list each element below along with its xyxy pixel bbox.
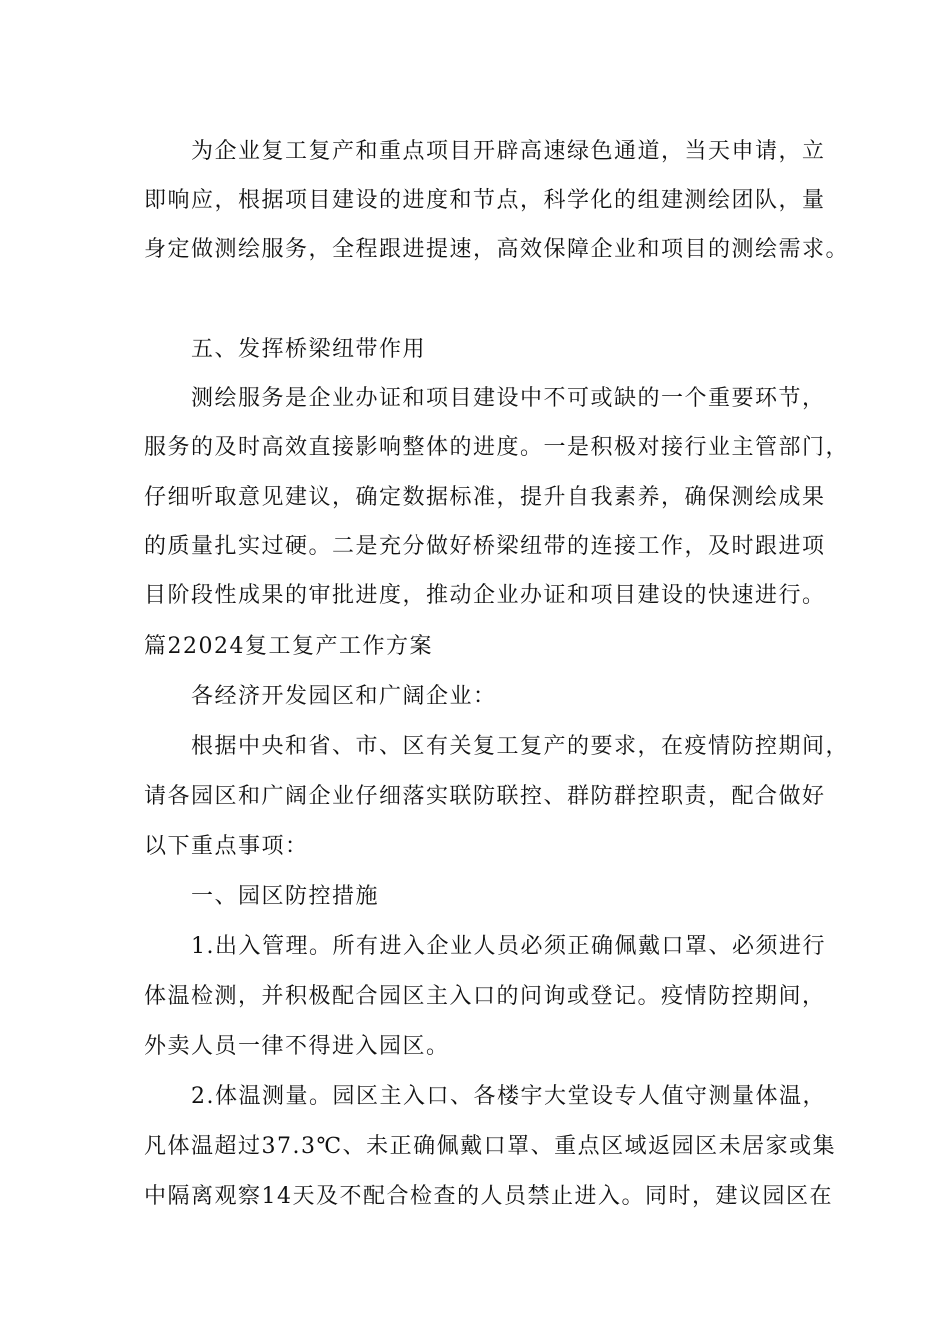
section-heading: 一、园区防控措施 xyxy=(191,884,380,909)
paragraph-line: 测绘服务是企业办证和项目建设中不可或缺的一个重要环节， xyxy=(191,386,826,411)
paragraph-line: 体温检测，并积极配合园区主入口的问询或登记。疫情防控期间， xyxy=(144,984,826,1009)
paragraph-line: 凡体温超过37.3℃、未正确佩戴口罩、重点区域返园区未居家或集 xyxy=(144,1134,837,1159)
paragraph-line: 1.出入管理。所有进入企业人员必须正确佩戴口罩、必须进行 xyxy=(191,934,826,959)
salutation: 各经济开发园区和广阔企业： xyxy=(191,684,497,709)
paragraph-line: 根据中央和省、市、区有关复工复产的要求，在疫情防控期间， xyxy=(191,734,850,759)
paragraph-line: 目阶段性成果的审批进度，推动企业办证和项目建设的快速进行。 xyxy=(144,583,826,608)
section-heading: 五、发挥桥梁纽带作用 xyxy=(191,337,427,362)
paragraph-line: 以下重点事项： xyxy=(144,834,309,859)
paragraph-line: 2.体温测量。园区主入口、各楼宇大堂设专人值守测量体温， xyxy=(191,1084,826,1109)
document-title: 篇22024复工复产工作方案 xyxy=(144,634,433,659)
paragraph-line: 为企业复工复产和重点项目开辟高速绿色通道，当天申请，立 xyxy=(191,139,826,164)
paragraph-line: 外卖人员一律不得进入园区。 xyxy=(144,1034,450,1059)
paragraph-line: 的质量扎实过硬。二是充分做好桥梁纽带的连接工作，及时跟进项 xyxy=(144,534,826,559)
paragraph-line: 中隔离观察14天及不配合检查的人员禁止进入。同时，建议园区在 xyxy=(144,1184,833,1209)
paragraph-line: 服务的及时高效直接影响整体的进度。一是积极对接行业主管部门， xyxy=(144,435,850,460)
paragraph-line: 身定做测绘服务，全程跟进提速，高效保障企业和项目的测绘需求。 xyxy=(144,237,850,262)
paragraph-line: 请各园区和广阔企业仔细落实联防联控、群防群控职责，配合做好 xyxy=(144,784,826,809)
paragraph-line: 仔细听取意见建议，确定数据标准，提升自我素养，确保测绘成果 xyxy=(144,485,826,510)
paragraph-line: 即响应，根据项目建设的进度和节点，科学化的组建测绘团队，量 xyxy=(144,188,826,213)
